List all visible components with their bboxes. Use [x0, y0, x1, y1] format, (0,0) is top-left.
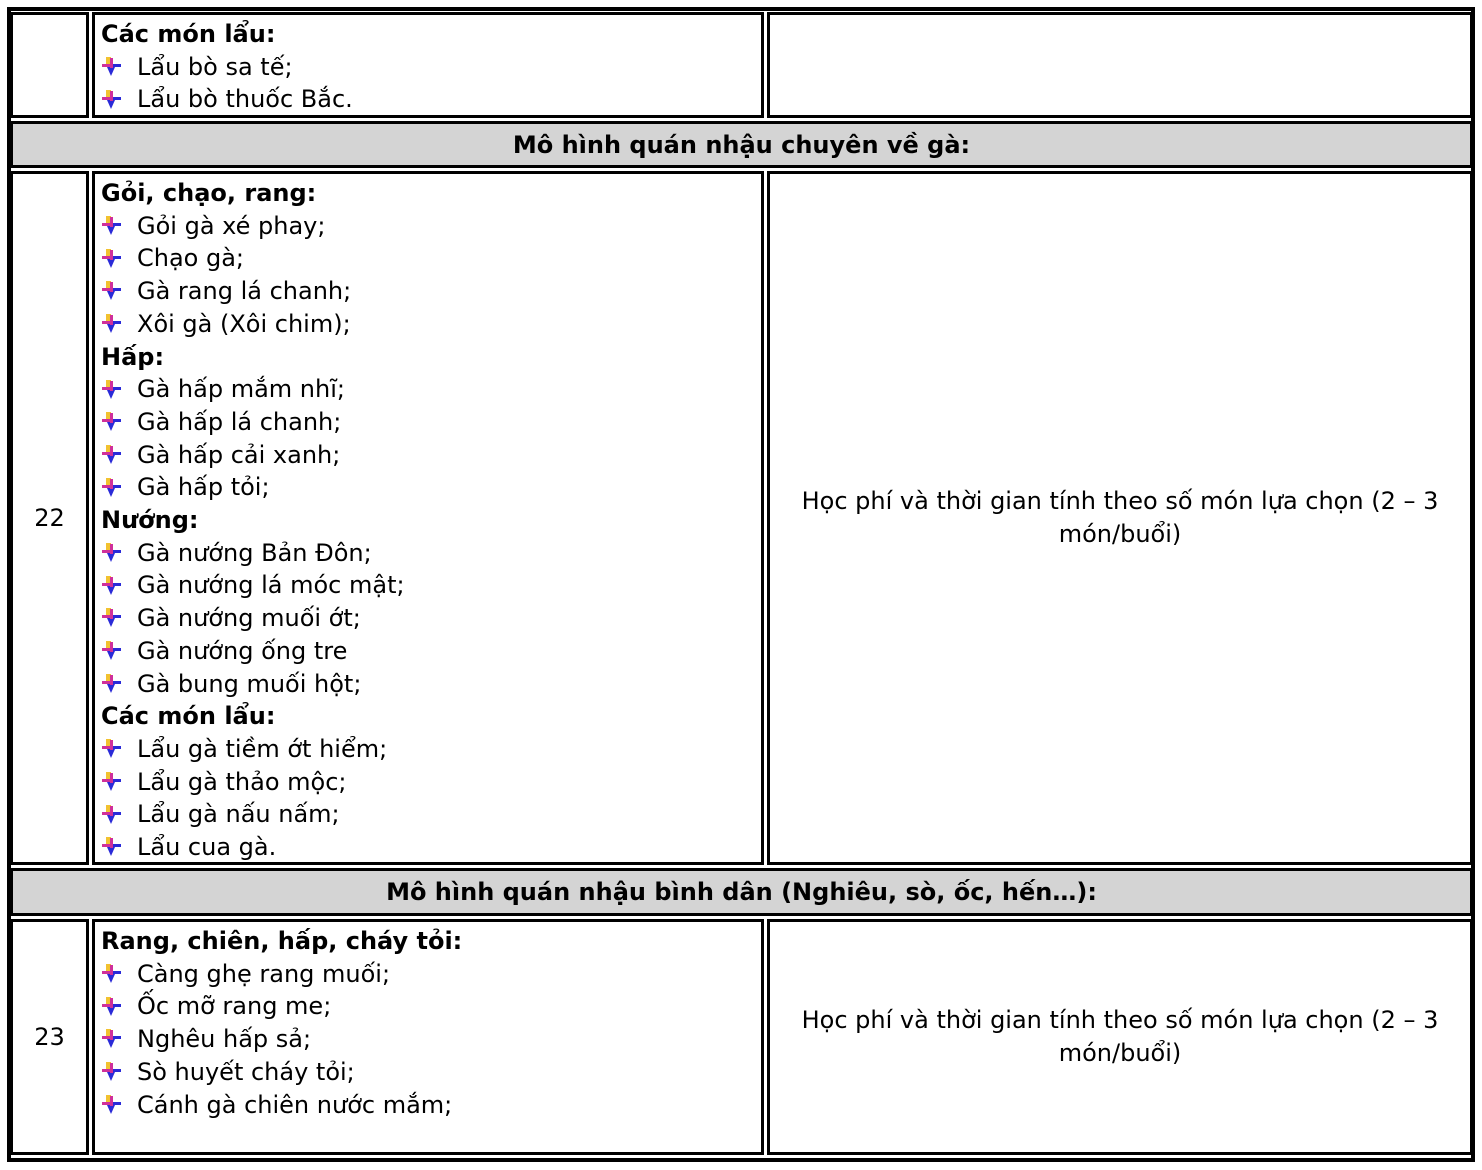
dish-name: Gà nướng ống tre: [137, 636, 348, 665]
row-number: 22: [34, 504, 65, 532]
arrow-down-bullet-icon: [101, 55, 137, 79]
list-item: [101, 439, 761, 472]
arrow-down-bullet-icon: [101, 639, 137, 663]
dish-name: Sò huyết cháy tỏi;: [137, 1057, 355, 1086]
dish-name: Xôi gà (Xôi chim);: [137, 309, 351, 338]
note-text: Học phí và thời gian tính theo số món lựa chọn (2 – 3 món/buổi): [801, 1006, 1439, 1067]
note-cell: [767, 12, 1473, 118]
row-number: 23: [34, 1023, 65, 1051]
dish-name: Gà rang lá chanh;: [137, 277, 352, 306]
dish-list-cell: [92, 919, 764, 1155]
dish-name: Gà nướng lá móc mật;: [137, 571, 405, 600]
list-item: [101, 569, 761, 602]
arrow-down-bullet-icon: [101, 88, 137, 112]
group-title: Hấp:: [101, 342, 165, 371]
dish-name: Gà bung muối hột;: [137, 669, 362, 698]
section-header: [10, 868, 1473, 916]
list-item: [101, 373, 761, 406]
arrow-down-bullet-icon: [101, 378, 137, 402]
dish-name: Cánh gà chiên nước mắm;: [137, 1090, 453, 1119]
arrow-down-bullet-icon: [101, 1060, 137, 1084]
group-title: Nướng:: [101, 506, 199, 535]
arrow-down-bullet-icon: [101, 803, 137, 827]
dish-name: Ốc mỡ rang me;: [137, 992, 332, 1021]
dish-name: Gỏi gà xé phay;: [137, 211, 326, 240]
arrow-down-bullet-icon: [101, 770, 137, 794]
dish-name: Gà hấp cải xanh;: [137, 440, 341, 469]
group-title: Các món lẩu:: [101, 20, 276, 48]
list-item: [101, 1056, 761, 1089]
arrow-down-bullet-icon: [101, 214, 137, 238]
row-number-cell: [10, 171, 89, 865]
list-item: [101, 210, 761, 243]
list-item: [101, 406, 761, 439]
arrow-down-bullet-icon: [101, 606, 137, 630]
arrow-down-bullet-icon: [101, 476, 137, 500]
arrow-down-bullet-icon: [101, 247, 137, 271]
list-item: [101, 668, 761, 701]
list-item: [101, 990, 761, 1023]
dish-name: Gà hấp tỏi;: [137, 473, 270, 502]
arrow-down-bullet-icon: [101, 312, 137, 336]
dish-name: Lẩu bò thuốc Bắc.: [137, 85, 353, 114]
dish-name: Lẩu gà nấu nấm;: [137, 800, 340, 829]
list-item: [101, 602, 761, 635]
row-number-cell: [10, 919, 89, 1155]
dish-name: Gà nướng Bản Đôn;: [137, 538, 372, 567]
dish-name: Nghêu hấp sả;: [137, 1025, 312, 1054]
arrow-down-bullet-icon: [101, 835, 137, 859]
dish-name: Lẩu bò sa tế;: [137, 52, 293, 81]
note-cell: [767, 919, 1473, 1155]
list-item: [101, 308, 761, 341]
dish-name: Lẩu gà thảo mộc;: [137, 767, 347, 796]
note-cell: [767, 171, 1473, 865]
list-item: [101, 471, 761, 504]
list-item: [101, 242, 761, 275]
list-item: [101, 635, 761, 668]
dish-name: Chạo gà;: [137, 244, 245, 273]
dish-name: Gà nướng muối ớt;: [137, 604, 361, 633]
arrow-down-bullet-icon: [101, 672, 137, 696]
arrow-down-bullet-icon: [101, 1093, 137, 1117]
arrow-down-bullet-icon: [101, 962, 137, 986]
list-item: [101, 831, 761, 864]
arrow-down-bullet-icon: [101, 995, 137, 1019]
dish-list-cell: [92, 171, 764, 865]
arrow-down-bullet-icon: [101, 410, 137, 434]
section-header-text: Mô hình quán nhậu bình dân (Nghiêu, sò, ốc, hến…):: [386, 878, 1097, 906]
list-item: [101, 798, 761, 831]
list-item: [101, 1023, 761, 1056]
note-text: Học phí và thời gian tính theo số món lựa chọn (2 – 3 món/buổi): [801, 487, 1439, 548]
dish-name: Gà hấp mắm nhĩ;: [137, 375, 345, 404]
dish-name: Gà hấp lá chanh;: [137, 407, 342, 436]
list-item: [101, 83, 761, 116]
arrow-down-bullet-icon: [101, 574, 137, 598]
arrow-down-bullet-icon: [101, 443, 137, 467]
list-item: [101, 958, 761, 991]
list-item: [101, 275, 761, 308]
arrow-down-bullet-icon: [101, 737, 137, 761]
dish-list-cell: [92, 12, 764, 118]
list-item: [101, 51, 761, 84]
arrow-down-bullet-icon: [101, 279, 137, 303]
dish-name: Càng ghẹ rang muối;: [137, 959, 391, 988]
arrow-down-bullet-icon: [101, 1027, 137, 1051]
section-header: [10, 121, 1473, 168]
dish-name: Lẩu gà tiềm ớt hiểm;: [137, 734, 388, 763]
list-item: [101, 733, 761, 766]
group-title: Gỏi, chạo, rang:: [101, 179, 317, 207]
list-item: [101, 766, 761, 799]
section-header-text: Mô hình quán nhậu chuyên về gà:: [512, 130, 971, 159]
row-number-cell: [10, 12, 89, 118]
list-item: [101, 1089, 761, 1122]
group-title: Rang, chiên, hấp, cháy tỏi:: [101, 927, 463, 955]
arrow-down-bullet-icon: [101, 541, 137, 565]
dish-name: Lẩu cua gà.: [137, 833, 277, 862]
group-title: Các món lẩu:: [101, 702, 276, 731]
list-item: [101, 537, 761, 570]
